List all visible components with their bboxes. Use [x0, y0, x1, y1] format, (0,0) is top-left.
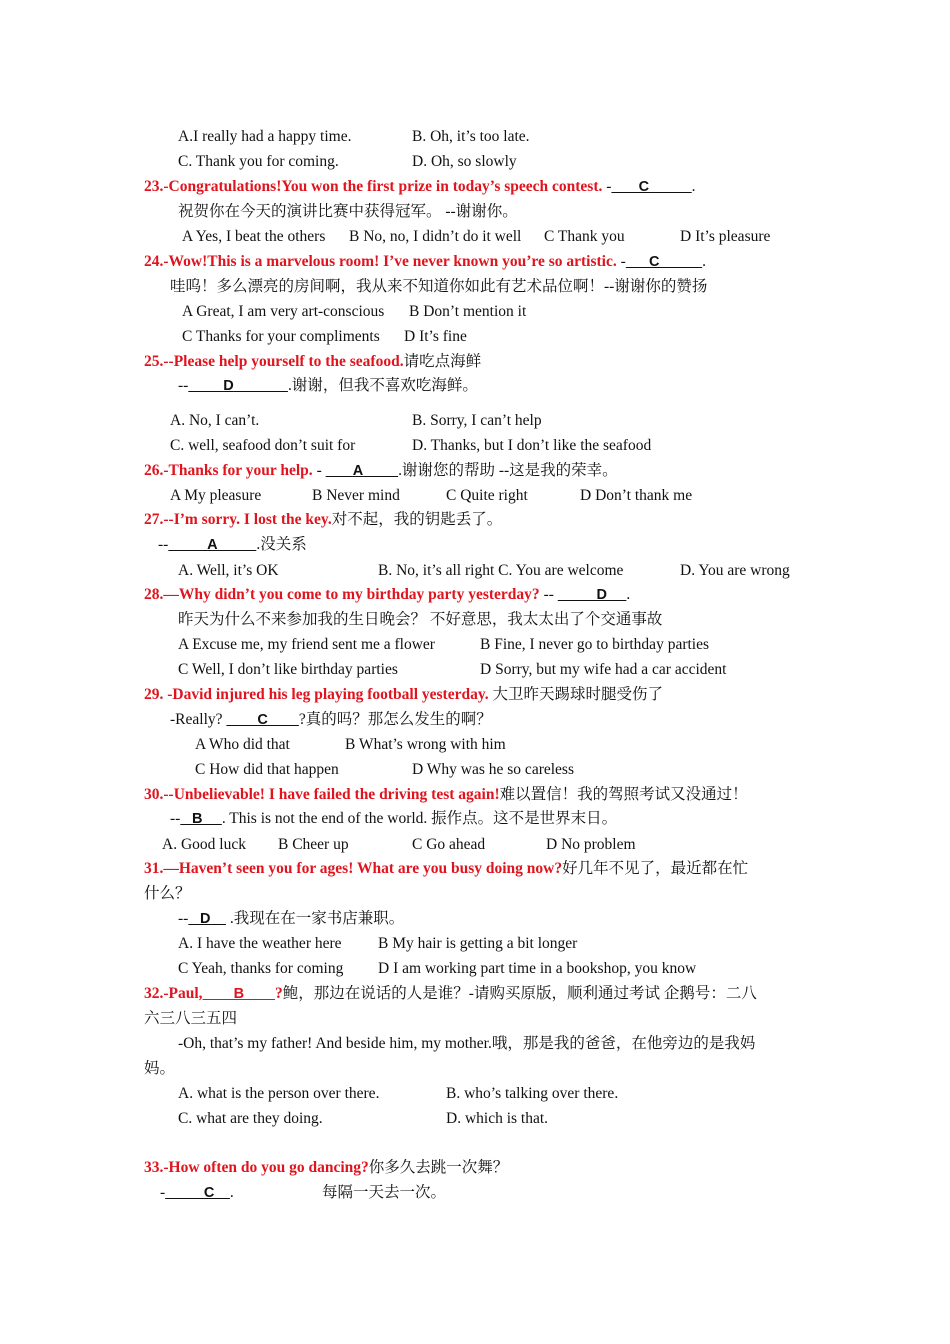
q28-option-b: B Fine, I never go to birthday parties [480, 636, 710, 653]
q24-option-d: D It’s fine [404, 328, 467, 345]
q31-option-a: A. I have the weather here [178, 935, 342, 952]
q23-option-c: C Thank you [544, 228, 625, 245]
q26-question: 26.-Thanks for your help. [144, 462, 313, 479]
q22-option-c: C. Thank you for coming. [178, 153, 339, 170]
q29-option-c: C How did that happen [195, 761, 339, 778]
q23-option-d: D It’s pleasure [680, 228, 771, 245]
q28-option-d: D Sorry, but my wife had a car accident [480, 661, 727, 678]
q30-option-c: C Go ahead [412, 836, 486, 853]
q23-question: 23.-Congratulations!You won the first prize in today’s speech contest. [144, 178, 603, 195]
q31-option-c: C Yeah, thanks for coming [178, 960, 344, 977]
q22-option-d: D. Oh, so slowly [412, 153, 517, 170]
q28-option-c: C Well, I don’t like birthday parties [178, 661, 398, 678]
q33-translation: 每隔一天去一次。 [322, 1184, 447, 1201]
q24-option-c: C Thanks for your compliments [182, 328, 380, 345]
q22-option-b: B. Oh, it’s too late. [412, 128, 530, 145]
q26-option-b: B Never mind [312, 487, 400, 504]
q31-question-cont: 什么？ [144, 885, 191, 902]
q27-option-bc: B. No, it’s all right C. You are welcome [378, 562, 624, 579]
q31-option-d: D I am working part time in a bookshop, you know [378, 960, 697, 977]
q24-translation: 哇呜！多么漂亮的房间啊，我从来不知道你如此有艺术品位啊！--谢谢你的赞扬 [170, 278, 708, 295]
q32-reply-cont: 妈。 [144, 1060, 176, 1077]
q33-line: 33.-How often do you go dancing?你多久去跳一次舞？ [144, 1159, 509, 1176]
q31-question: 31.—Haven’t seen you for ages! What are you busy doing now? [144, 860, 563, 877]
q23-line: 23.-Congratulations!You won the first prize in today’s speech contest. - C . [144, 178, 696, 195]
q33-reply: - C . [160, 1184, 234, 1201]
q22-option-a: A.I really had a happy time. [178, 128, 352, 145]
q24-option-a: A Great, I am very art-conscious [182, 303, 385, 320]
q28-line: 28.—Why didn’t you come to my birthday party yesterday? -- D . [144, 586, 631, 603]
q27-line: 27.--I’m sorry. I lost the key.对不起，我的钥匙丢了。 [144, 511, 503, 528]
q27-answer: A [207, 537, 218, 553]
q32-question-cont: 六三八三五四 [144, 1010, 238, 1027]
q25-line: 25.--Please help yourself to the seafood.请吃点海鲜 [144, 353, 482, 370]
q25-option-a: A. No, I can’t. [170, 412, 260, 429]
q27-option-d: D. You are wrong [680, 562, 790, 579]
q25-option-d: D. Thanks, but I don’t like the seafood [412, 437, 652, 454]
q29-reply: -Really? C ?真的吗？那怎么发生的啊？ [170, 711, 492, 728]
q32-option-b: B. who’s talking over there. [446, 1085, 619, 1102]
q32-answer: B [233, 986, 245, 1002]
q28-translation: 昨天为什么不来参加我的生日晚会？ 不好意思，我太太出了个交通事故 [178, 611, 663, 628]
q33-answer: C [203, 1185, 215, 1201]
q30-reply: -- B . This is not the end of the world. 振作点。这不是世界末日。 [170, 810, 618, 827]
q30-option-a: A. Good luck [162, 836, 246, 853]
q32-reply: -Oh, that’s my father! And beside him, my mother.哦，那是我的爸爸，在他旁边的是我妈 [178, 1035, 756, 1052]
q30-question: 30.--Unbelievable! I have failed the driving test again! [144, 786, 500, 803]
q26-line: 26.-Thanks for your help. - A .谢谢您的帮助 --这是我的荣幸。 [144, 462, 618, 479]
q28-question: 28.—Why didn’t you come to my birthday party yesterday? [144, 586, 540, 603]
q33-question: 33.-How often do you go dancing? [144, 1159, 369, 1176]
q28-answer: D [596, 587, 607, 603]
q29-answer: C [257, 712, 268, 728]
q30-option-d: D No problem [546, 836, 636, 853]
q31-line: 31.—Haven’t seen you for ages! What are you busy doing now?好几年不见了，最近都在忙 [144, 860, 749, 877]
q26-answer: A [352, 463, 364, 479]
q26-option-c: C Quite right [446, 487, 528, 504]
q23-option-b: B No, no, I didn’t do it well [349, 228, 522, 245]
q27-reply: -- A .没关系 [158, 536, 307, 553]
q30-line: 30.--Unbelievable! I have failed the driving test again!难以置信！我的驾照考试又没通过！ [144, 786, 748, 803]
q32-option-a: A. what is the person over there. [178, 1085, 380, 1102]
q32-line: 32.-Paul, B ?鲍，那边在说话的人是谁？-请购买原版，顺利通过考试 企鹅号：二八 [144, 985, 757, 1002]
q31-option-b: B My hair is getting a bit longer [378, 935, 578, 952]
q29-option-a: A Who did that [195, 736, 290, 753]
q27-question: 27.--I’m sorry. I lost the key. [144, 511, 332, 528]
q23-translation: 祝贺你在今天的演讲比赛中获得冠军。 --谢谢你。 [178, 203, 518, 220]
q32-option-d: D. which is that. [446, 1110, 549, 1127]
q29-question: 29. -David injured his leg playing football yesterday. [144, 686, 489, 703]
q25-option-c: C. well, seafood don’t suit for [170, 437, 356, 454]
q30-option-b: B Cheer up [278, 836, 349, 853]
q24-line: 24.-Wow!This is a marvelous room! I’ve never known you’re so artistic. - C . [144, 253, 707, 270]
q24-question: 24.-Wow!This is a marvelous room! I’ve never known you’re so artistic. [144, 253, 617, 270]
q32-question: 32.-Paul, [144, 985, 203, 1002]
q26-option-d: D Don’t thank me [580, 487, 693, 504]
q29-line: 29. -David injured his leg playing football yesterday. 大卫昨天踢球时腿受伤了 [144, 686, 664, 703]
q28-option-a: A Excuse me, my friend sent me a flower [178, 636, 435, 653]
q31-reply: -- D .我现在在一家书店兼职。 [178, 910, 405, 927]
q23-answer: C [638, 179, 650, 195]
q25-question: 25.--Please help yourself to the seafood. [144, 353, 404, 370]
q32-option-c: C. what are they doing. [178, 1110, 323, 1127]
q26-option-a: A My pleasure [170, 487, 262, 504]
q24-answer: C [649, 254, 660, 270]
q25-reply: -- D .谢谢，但我不喜欢吃海鲜。 [178, 377, 478, 394]
q25-option-b: B. Sorry, I can’t help [412, 412, 542, 429]
q23-option-a: A Yes, I beat the others [182, 228, 326, 245]
q29-option-d: D Why was he so careless [412, 761, 574, 778]
q24-option-b: B Don’t mention it [409, 303, 527, 320]
q30-answer: B [191, 811, 203, 827]
q29-option-b: B What’s wrong with him [345, 736, 506, 753]
q25-answer: D [223, 378, 234, 394]
q27-option-a: A. Well, it’s OK [178, 562, 279, 579]
q31-answer: D [199, 911, 211, 927]
